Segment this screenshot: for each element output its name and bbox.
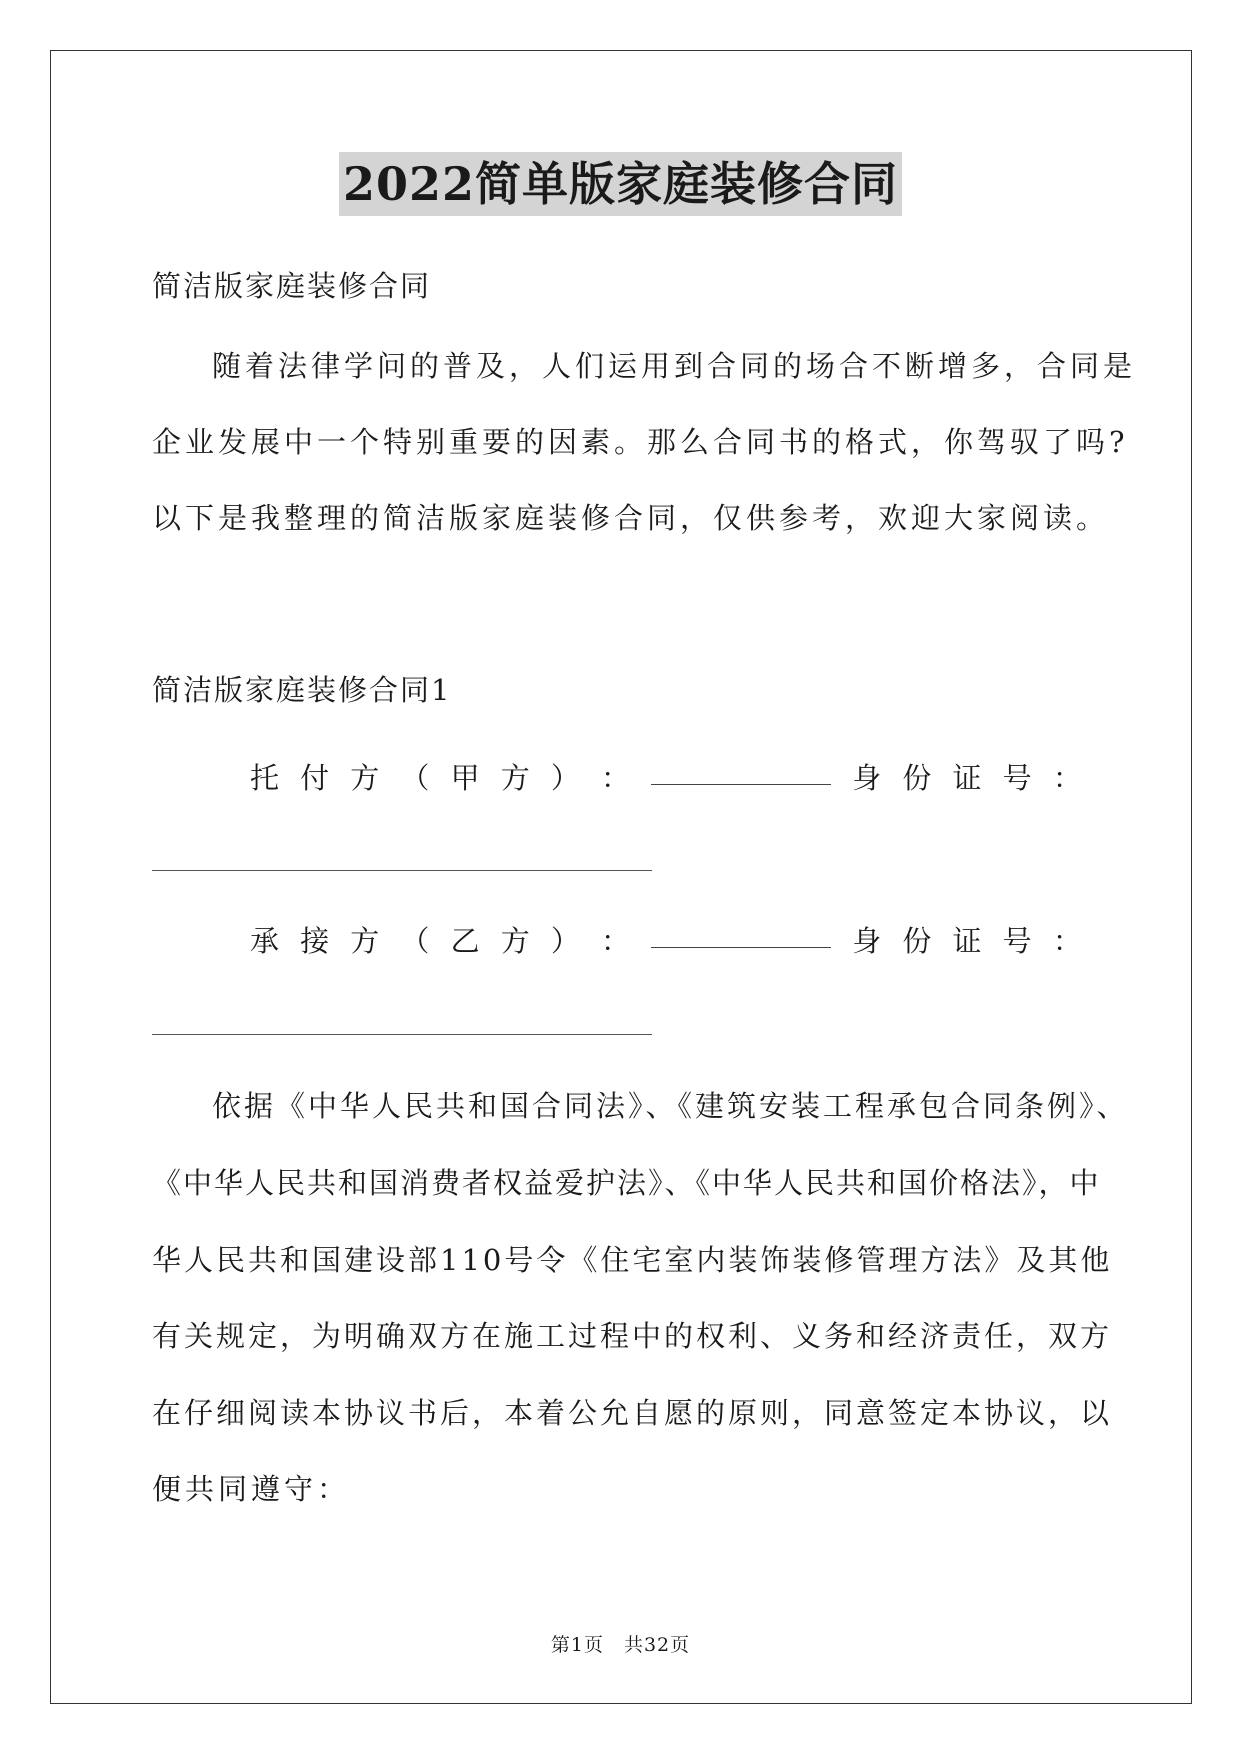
body-line-3: 华人民共和国建设部110号令《住宅室内装饰装修管理方法》及其他 — [152, 1243, 1113, 1277]
party-a-char: 方 — [350, 761, 380, 795]
party-b-char: ） — [550, 924, 580, 958]
party-b-row — [250, 921, 1082, 961]
party-a-id-char: 证 — [952, 761, 982, 795]
party-a-char: 甲 — [450, 761, 480, 795]
body-line-6: 便共同遵守： — [152, 1472, 351, 1506]
party-a-id-char: 身 — [852, 761, 882, 795]
party-b-char: （ — [400, 924, 430, 958]
party-b-id-char: 身 — [852, 924, 882, 958]
party-a-id-char: 份 — [902, 761, 932, 795]
intro-line-2: 企业发展中一个特别重要的因素。那么合同书的格式，你驾驭了吗? — [152, 425, 1129, 459]
party-a-char: 方 — [500, 761, 530, 795]
intro-line-3: 以下是我整理的简洁版家庭装修合同，仅供参考，欢迎大家阅读。 — [152, 501, 1110, 535]
party-a-char: ： — [600, 761, 630, 795]
party-b-char: ： — [600, 924, 630, 958]
party-b-char: 接 — [300, 924, 330, 958]
party-a-id-blank[interactable] — [152, 870, 652, 871]
party-b-id-char: 证 — [952, 924, 982, 958]
section-heading: 简洁版家庭装修合同1 — [152, 673, 452, 707]
party-a-char: 托 — [250, 761, 280, 795]
party-b-id-char: 号 — [1002, 924, 1032, 958]
party-b-char: 乙 — [450, 924, 480, 958]
title-container — [0, 152, 1241, 216]
party-b-id-char: 份 — [902, 924, 932, 958]
party-a-char: ） — [550, 761, 580, 795]
page-footer: 第1页 共32页 — [550, 1634, 691, 1656]
body-line-2: 《中华人民共和国消费者权益爱护法》、《中华人民共和国价格法》，中 — [152, 1166, 1101, 1200]
party-b-name-blank[interactable] — [651, 921, 831, 948]
party-b-char: 方 — [350, 924, 380, 958]
body-line-4: 有关规定，为明确双方在施工过程中的权利、义务和经济责任，双方 — [152, 1319, 1113, 1353]
document-title: 2022简单版家庭装修合同 — [339, 152, 902, 216]
party-a-name-blank[interactable] — [651, 758, 831, 785]
party-a-char: （ — [400, 761, 430, 795]
party-a-id-char: 号 — [1002, 761, 1032, 795]
party-a-row — [250, 758, 1082, 798]
document-subtitle: 简洁版家庭装修合同 — [152, 269, 432, 303]
party-a-char: 付 — [300, 761, 330, 795]
party-b-char: 方 — [500, 924, 530, 958]
party-b-id-char: ： — [1052, 924, 1082, 958]
intro-line-1: 随着法律学问的普及，人们运用到合同的场合不断增多，合同是 — [212, 349, 1137, 383]
party-a-id-char: ： — [1052, 761, 1082, 795]
party-b-id-blank[interactable] — [152, 1034, 652, 1035]
body-line-1: 依据《中华人民共和国合同法》、《建筑安装工程承包合同条例》、 — [212, 1089, 1129, 1123]
body-line-5: 在仔细阅读本协议书后，本着公允自愿的原则，同意签定本协议，以 — [152, 1396, 1113, 1430]
party-b-char: 承 — [250, 924, 280, 958]
